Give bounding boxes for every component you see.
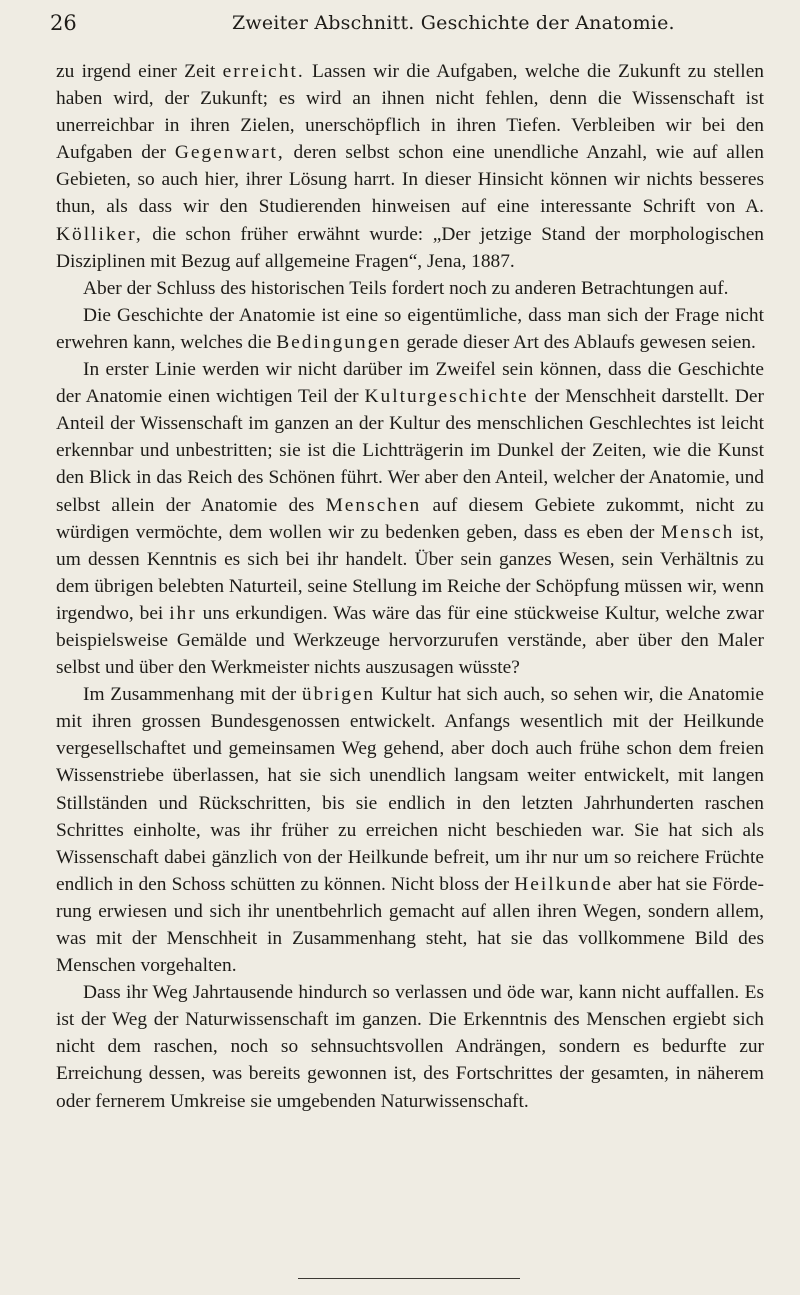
spaced-emphasis: übrigen [301,684,376,706]
text-run: Lassen wir die Aufgaben, welche die Zukunft zu stellen haben wird, der Zukunft; es wird an ihnen nicht fehlen, denn die Wissenschaft ist unerreichbar in ihren Zielen, unerschöpflich in ihren Tiefen. Verbleiben wir bei den Aufgaben der [56,61,764,164]
spaced-emphasis: Heilkunde [514,873,614,895]
paragraph-3 [56,302,764,356]
spaced-emphasis: ihr [169,602,197,624]
paragraph-4 [56,356,764,681]
text-run: auf diesem Gebiete zukommt, nicht zu würdigen vermöchte, dem wollen wir zu bedenken geben, dass es eben der [56,494,764,543]
spaced-emphasis: Menschen [325,494,422,516]
text-run: Im Zusammenhang mit der [83,684,302,706]
text-run: die schon früher erwähnt wurde: „Der jetzige Stand der morphologischen Disziplinen mit Bezug auf allgemeine Fragen“, Jena, 1887. [56,223,764,272]
spaced-emphasis: Mensch [660,521,735,543]
paragraph-1 [56,58,764,275]
paragraph-6: Dass ihr Weg Jahrtausende hindurch so verlassen und öde war, kann nicht auffallen. Es ist der Weg der Naturwissenschaft im ganzen. Die Erkenntnis des Menschen ergiebt sich nicht dem raschen, noch so sehnsuchtsvollen Andrängen, sondern es bedurfte zur Erreichung dessen, was bereits gewonnen ist, des Fortschrittes der gesamten, in näherem oder fernerem Umkreise sie umgebenden Naturwissenschaft. [56,982,764,1112]
running-head: Zweiter Abschnitt. Geschichte der Anatomie. [232,12,675,34]
text-run: Kultur hat sich auch, so sehen wir, die Anatomie mit ihren grossen Bundesgenossen entwickelt. Anfangs wesentlich mit der Heilkunde vergesellschaftet und gemeinsamen Weg gehend, aber doch auch frühe schon dem freien Wissenstriebe überlassen, hat sie sich unendlich langsam weiter entwickelt, mit langen Stillständen und Rückschritten, bis sie endlich in den letzten Jahrhunderten raschen Schrittes einholte, was ihr früher zu erreichen nicht beschieden war. Sie hat sich als Wissenschaft dabei gänzlich von der Heilkunde befreit, um ihr nur um so reichere Früchte endlich in den Schoss schütten zu können. Nicht bloss der [56,684,764,895]
spaced-emphasis: Kölliker, [56,223,143,245]
page-header [50,8,756,38]
text-run: zu irgend einer Zeit [56,61,223,82]
text-run: deren selbst schon eine unendliche Anzahl, wie auf allen Gebieten, so auch hier, ihrer Lösung harrt. In dieser Hinsicht können wir nichts besseres thun, als dass wir den Studierenden hinweisen auf eine interessante Schrift von A. [56,142,764,218]
text-run: der Menschheit darstellt. Der Anteil der Wissenschaft im ganzen an der Kultur des menschlichen Geschlechtes ist leicht erkennbar und unbestritten; sie ist die Lichtträgerin im Dunkel der Zeiten, wie die Kunst den Blick in das Reich des Schönen führt. Wer aber den Anteil, welcher der Anatomie, und selbst allein der Anatomie des [56,386,764,516]
paragraph-5 [56,681,764,979]
spaced-emphasis: Bedingungen [276,331,402,353]
text-run: aber hat sie Förderung erwiesen und sich ihr unentbehrlich gemacht auf allen ihren Wegen, sondern allem, was mit der Menschheit in Zusammenhang steht, hat sie das vollkommene Bild des Menschen vorgehalten. [56,873,764,977]
spaced-emphasis: Gegenwart, [174,142,285,164]
text-run: In erster Linie werden wir nicht darüber im Zweifel sein können, dass die Geschichte der Anatomie einen wichtigen Teil der [56,359,764,408]
text-run: Die Geschichte der Anatomie ist eine so eigentümliche, dass man sich der Frage nicht erwehren kann, welches die [56,304,764,353]
text-run: uns erkundigen. Was wäre das für eine stückweise Kultur, welche zwar beispielsweise Gemälde und Werkzeuge hervorzurufen verstände, aber über den Maler selbst und über den Werkmeister nichts auszusagen wüsste? [56,602,764,679]
page-number: 26 [50,11,77,35]
spaced-emphasis: erreicht. [222,61,305,82]
body-text [56,58,764,1115]
footnote-rule [298,1278,520,1279]
text-run: ist, um dessen Kenntnis es sich bei ihr handelt. Über sein ganzes Wesen, sein Verhältnis zu dem übrigen belebten Naturteil, seine Stellung im Reiche der Schöpfung müssen wir, wenn irgendwo, bei [56,521,764,624]
spaced-emphasis: Kulturgeschichte [364,386,529,408]
paragraph-2: Aber der Schluss des historischen Teils fordert noch zu anderen Betrachtungen auf. [83,277,729,299]
text-run: gerade dieser Art des Ablaufs gewesen seien. [401,331,756,353]
